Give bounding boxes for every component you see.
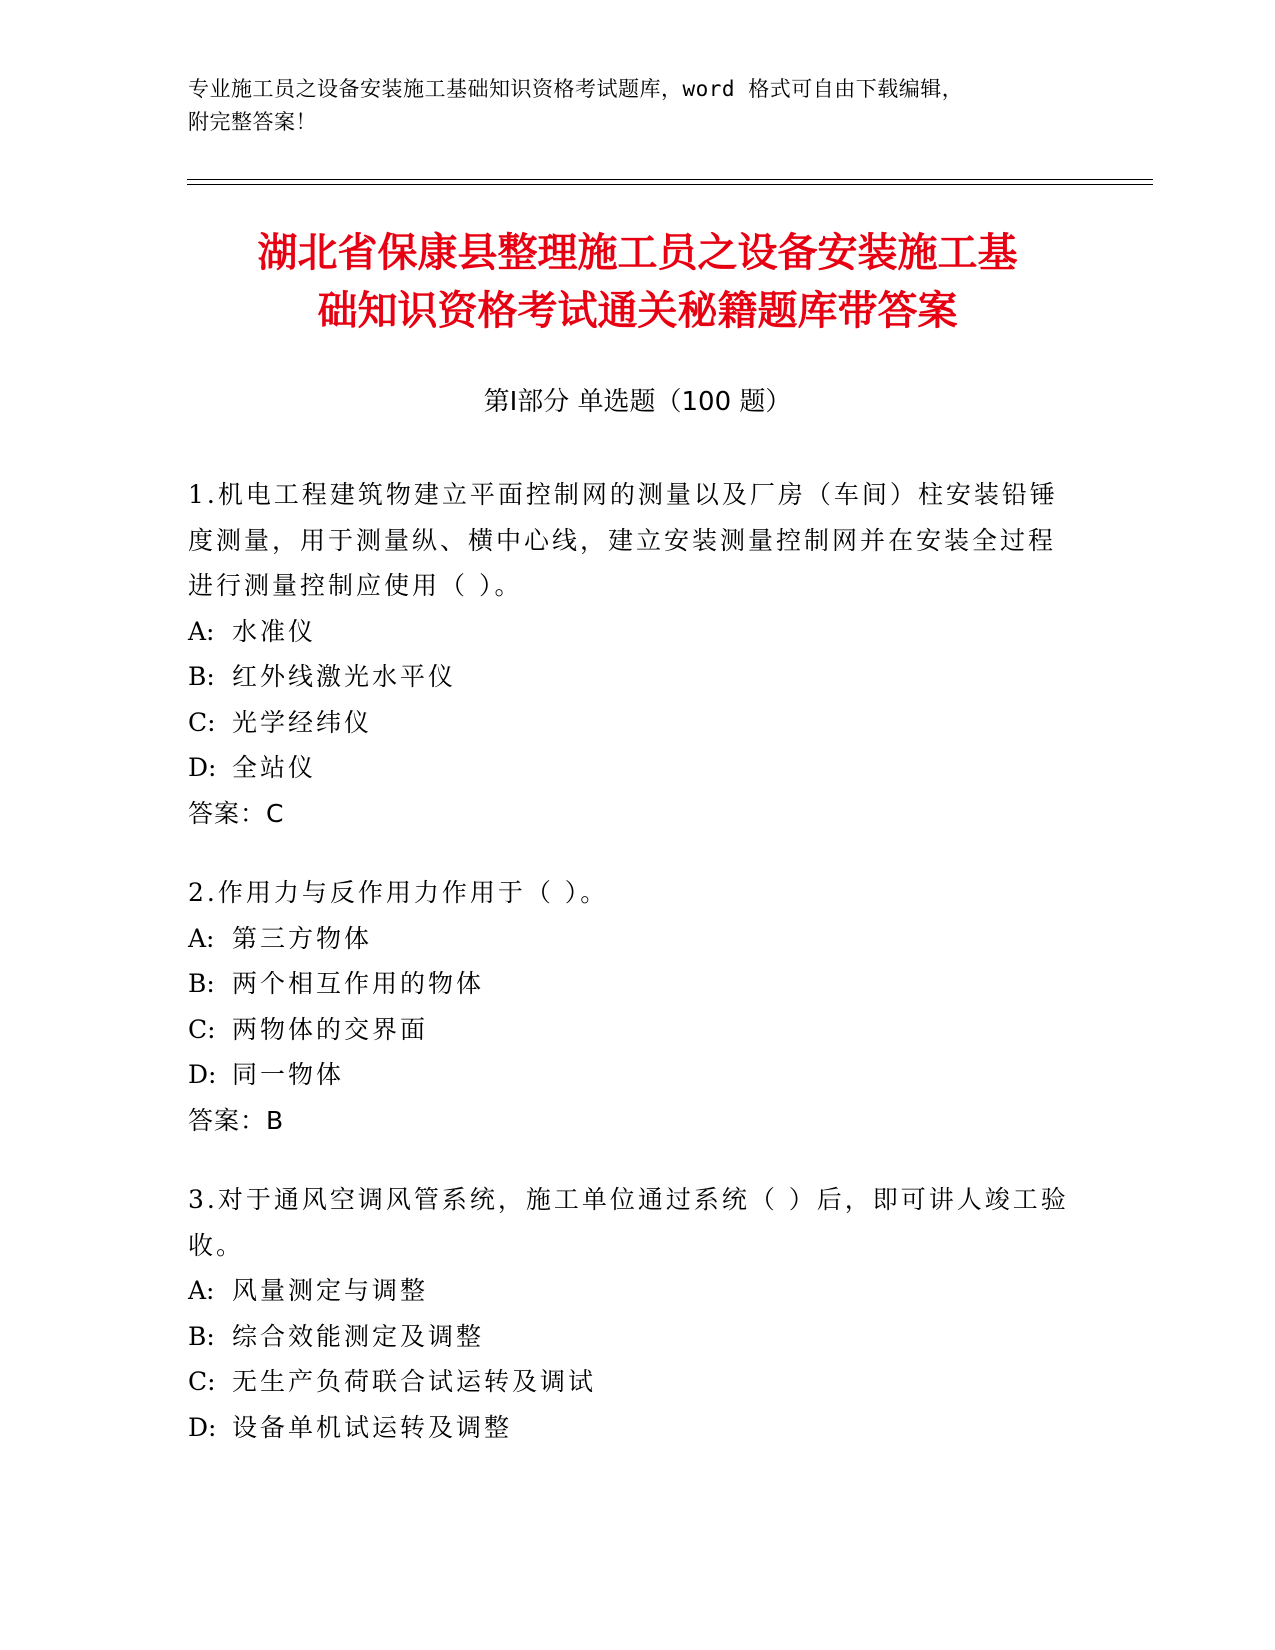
- answer-line: [188, 791, 1078, 837]
- option-text: 红外线激光水平仪: [232, 662, 457, 691]
- option-text: 设备单机试运转及调整: [232, 1412, 513, 1442]
- option-text: 综合效能测定及调整: [232, 1321, 485, 1351]
- option-text: 同一物体: [232, 1060, 345, 1089]
- option-text: 水准仪: [232, 616, 317, 646]
- question-2: [188, 870, 1078, 1143]
- option-letter: C:: [188, 1014, 216, 1044]
- option-a: [188, 1268, 1078, 1314]
- header-divider-bottom: [187, 184, 1153, 185]
- answer-value: C: [266, 798, 285, 828]
- document-title-line-1: 湖北省保康县整理施工员之设备安装施工基: [257, 230, 1018, 276]
- question-stem: 3.对于通风空调风管系统，施工单位通过系统（ ）后，即可讲人竣工验收。: [188, 1185, 1069, 1260]
- option-text: 光学经纬仪: [232, 707, 373, 737]
- option-text: 全站仪: [232, 753, 317, 782]
- option-b: [188, 961, 1078, 1007]
- document-title-line-2: 础知识资格考试通关秘籍题库带答案: [317, 288, 958, 334]
- option-text: 无生产负荷联合试运转及调试: [232, 1367, 597, 1396]
- option-letter: C:: [188, 707, 216, 737]
- option-a: [188, 916, 1078, 962]
- option-letter: A:: [188, 1276, 215, 1305]
- answer-label: 答案：: [188, 798, 267, 828]
- answer-label: 答案：: [188, 1105, 267, 1135]
- answer-value: B: [266, 1105, 285, 1135]
- question-stem: 2.作用力与反作用力作用于（ ）。: [188, 878, 609, 907]
- option-text: 两物体的交界面: [232, 1014, 429, 1044]
- option-letter: B:: [188, 1321, 215, 1351]
- option-c: [188, 1007, 1078, 1053]
- section-heading: 第Ⅰ部分 单选题（100 题）: [483, 387, 792, 417]
- option-letter: D:: [188, 753, 217, 782]
- question-list: [188, 472, 1078, 1484]
- option-d: [188, 1405, 1078, 1451]
- option-letter: B:: [188, 662, 215, 691]
- header-divider-top: [187, 179, 1153, 180]
- question-stem: 1.机电工程建筑物建立平面控制网的测量以及厂房（车间）柱安装铅锤度测量，用于测量纵、横中心线，建立安装测量控制网并在安装全过程进行测量控制应使用（ ）。: [188, 480, 1058, 600]
- option-c: [188, 1359, 1078, 1405]
- question-3: [188, 1177, 1078, 1450]
- document-title: [160, 224, 1115, 340]
- answer-line: [188, 1098, 1078, 1144]
- option-text: 风量测定与调整: [232, 1276, 429, 1305]
- option-letter: A:: [188, 616, 215, 646]
- header-note-line-2: 附完整答案！: [188, 110, 317, 134]
- option-letter: D:: [188, 1412, 217, 1442]
- option-d: [188, 745, 1078, 791]
- header-note: [188, 73, 1088, 139]
- option-letter: D:: [188, 1060, 217, 1089]
- option-letter: C:: [188, 1367, 216, 1396]
- option-c: [188, 700, 1078, 746]
- question-1: [188, 472, 1078, 836]
- option-text: 两个相互作用的物体: [232, 969, 485, 998]
- option-letter: A:: [188, 923, 215, 953]
- option-b: [188, 654, 1078, 700]
- option-text: 第三方物体: [232, 923, 373, 953]
- option-b: [188, 1314, 1078, 1360]
- option-d: [188, 1052, 1078, 1098]
- option-a: [188, 609, 1078, 655]
- option-letter: B:: [188, 969, 215, 998]
- header-note-line-1: 专业施工员之设备安装施工基础知识资格考试题库，word 格式可自由下载编辑，: [188, 77, 964, 101]
